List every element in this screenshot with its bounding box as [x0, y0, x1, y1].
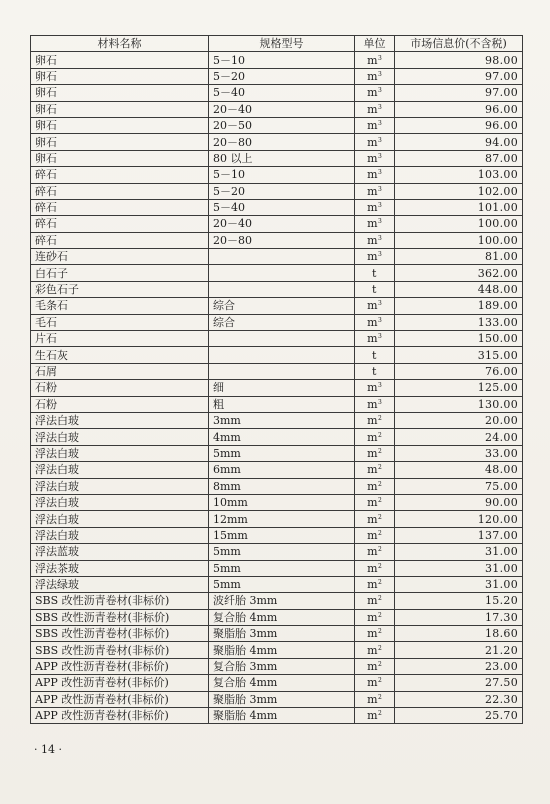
- table-row: [31, 576, 523, 592]
- unit-symbol: m: [367, 709, 378, 723]
- cell-unit: [355, 658, 395, 674]
- unit-symbol: m: [367, 512, 378, 526]
- cell-price: 94.00: [395, 134, 523, 150]
- cell-price: 98.00: [395, 52, 523, 68]
- table-row: [31, 429, 523, 445]
- cell-unit: [355, 101, 395, 117]
- unit-exponent: 2: [378, 513, 382, 521]
- cell-spec: 细: [209, 380, 355, 396]
- cell-price: 31.00: [395, 576, 523, 592]
- cell-spec: 5－20: [209, 68, 355, 84]
- cell-price: 133.00: [395, 314, 523, 330]
- cell-spec: 20－50: [209, 117, 355, 133]
- unit-exponent: 3: [378, 398, 382, 406]
- header-spec: 规格型号: [209, 36, 355, 52]
- cell-unit: [355, 265, 395, 281]
- table-row: [31, 544, 523, 560]
- unit-symbol: m: [367, 545, 378, 559]
- cell-material-name: 片石: [31, 331, 209, 347]
- cell-spec: 12mm: [209, 511, 355, 527]
- unit-exponent: 3: [378, 234, 382, 242]
- unit-symbol: m: [367, 86, 378, 100]
- unit-symbol: m: [367, 299, 378, 313]
- cell-spec: 聚脂胎 3mm: [209, 626, 355, 642]
- cell-spec: [209, 265, 355, 281]
- unit-exponent: 3: [378, 103, 382, 111]
- cell-price: 76.00: [395, 363, 523, 379]
- cell-price: 33.00: [395, 445, 523, 461]
- cell-material-name: APP 改性沥青卷材(非标价): [31, 691, 209, 707]
- cell-spec: 5－40: [209, 85, 355, 101]
- cell-spec: 5mm: [209, 576, 355, 592]
- unit-symbol: m: [367, 643, 378, 657]
- unit-exponent: 2: [378, 661, 382, 669]
- cell-unit: [355, 68, 395, 84]
- cell-price: 362.00: [395, 265, 523, 281]
- cell-spec: 8mm: [209, 478, 355, 494]
- cell-unit: [355, 363, 395, 379]
- cell-material-name: SBS 改性沥青卷材(非标价): [31, 609, 209, 625]
- cell-price: 96.00: [395, 101, 523, 117]
- cell-spec: 粗: [209, 396, 355, 412]
- unit-symbol: m: [367, 561, 378, 575]
- cell-spec: 复合胎 3mm: [209, 658, 355, 674]
- cell-price: 97.00: [395, 68, 523, 84]
- cell-material-name: 浮法白玻: [31, 445, 209, 461]
- cell-spec: 聚脂胎 3mm: [209, 691, 355, 707]
- table-row: [31, 412, 523, 428]
- unit-exponent: 2: [378, 464, 382, 472]
- unit-exponent: 2: [378, 480, 382, 488]
- cell-unit: [355, 412, 395, 428]
- cell-spec: 5mm: [209, 560, 355, 576]
- table-row: [31, 609, 523, 625]
- cell-spec: 20－40: [209, 101, 355, 117]
- table-row: [31, 396, 523, 412]
- table-row: [31, 331, 523, 347]
- cell-spec: 复合胎 4mm: [209, 609, 355, 625]
- table-row: [31, 167, 523, 183]
- cell-unit: [355, 314, 395, 330]
- unit-symbol: m: [367, 135, 378, 149]
- cell-spec: 综合: [209, 298, 355, 314]
- cell-material-name: 浮法白玻: [31, 429, 209, 445]
- cell-unit: [355, 544, 395, 560]
- cell-unit: [355, 331, 395, 347]
- unit-exponent: 3: [378, 202, 382, 210]
- unit-exponent: 2: [378, 611, 382, 619]
- cell-material-name: 浮法白玻: [31, 462, 209, 478]
- unit-exponent: 3: [378, 152, 382, 160]
- table-row: [31, 642, 523, 658]
- unit-exponent: 2: [378, 546, 382, 554]
- cell-price: 21.20: [395, 642, 523, 658]
- cell-unit: [355, 117, 395, 133]
- unit-exponent: 3: [378, 333, 382, 341]
- cell-price: 23.00: [395, 658, 523, 674]
- cell-unit: [355, 642, 395, 658]
- cell-material-name: 卵石: [31, 117, 209, 133]
- cell-spec: 5mm: [209, 544, 355, 560]
- cell-material-name: 碎石: [31, 183, 209, 199]
- header-unit: 单位: [355, 36, 395, 52]
- table-row: [31, 347, 523, 363]
- unit-symbol: m: [367, 578, 378, 592]
- unit-symbol: m: [367, 528, 378, 542]
- cell-price: 31.00: [395, 544, 523, 560]
- unit-symbol: m: [367, 332, 378, 346]
- unit-symbol: m: [367, 594, 378, 608]
- cell-spec: 20－40: [209, 216, 355, 232]
- cell-spec: 聚脂胎 4mm: [209, 708, 355, 724]
- table-row: [31, 494, 523, 510]
- cell-spec: [209, 331, 355, 347]
- table-row: [31, 68, 523, 84]
- cell-material-name: 卵石: [31, 150, 209, 166]
- cell-unit: [355, 298, 395, 314]
- cell-spec: 波纤胎 3mm: [209, 593, 355, 609]
- unit-exponent: 2: [378, 677, 382, 685]
- unit-symbol: m: [367, 69, 378, 83]
- cell-material-name: 毛条石: [31, 298, 209, 314]
- cell-spec: 聚脂胎 4mm: [209, 642, 355, 658]
- cell-spec: 20－80: [209, 232, 355, 248]
- unit-symbol: m: [367, 479, 378, 493]
- table-row: [31, 560, 523, 576]
- cell-price: 96.00: [395, 117, 523, 133]
- table-row: [31, 363, 523, 379]
- cell-material-name: APP 改性沥青卷材(非标价): [31, 658, 209, 674]
- cell-unit: [355, 691, 395, 707]
- cell-material-name: APP 改性沥青卷材(非标价): [31, 675, 209, 691]
- cell-spec: 5－10: [209, 167, 355, 183]
- unit-exponent: 3: [378, 54, 382, 62]
- cell-unit: [355, 150, 395, 166]
- cell-unit: [355, 429, 395, 445]
- cell-price: 22.30: [395, 691, 523, 707]
- table-header: [31, 36, 523, 52]
- cell-material-name: APP 改性沥青卷材(非标价): [31, 708, 209, 724]
- table-row: [31, 183, 523, 199]
- unit-symbol: m: [367, 627, 378, 641]
- cell-material-name: 碎石: [31, 232, 209, 248]
- cell-unit: [355, 52, 395, 68]
- cell-material-name: 碎石: [31, 216, 209, 232]
- cell-unit: [355, 380, 395, 396]
- unit-exponent: 2: [378, 644, 382, 652]
- cell-price: 448.00: [395, 281, 523, 297]
- unit-symbol: m: [367, 496, 378, 510]
- cell-price: 100.00: [395, 216, 523, 232]
- header-price: 市场信息价(不含税): [395, 36, 523, 52]
- cell-price: 24.00: [395, 429, 523, 445]
- unit-symbol: m: [367, 233, 378, 247]
- cell-price: 87.00: [395, 150, 523, 166]
- cell-unit: [355, 85, 395, 101]
- cell-unit: [355, 576, 395, 592]
- cell-material-name: SBS 改性沥青卷材(非标价): [31, 642, 209, 658]
- cell-spec: 80 以上: [209, 150, 355, 166]
- unit-exponent: 2: [378, 595, 382, 603]
- cell-material-name: 石粉: [31, 396, 209, 412]
- cell-price: 150.00: [395, 331, 523, 347]
- table-row: [31, 117, 523, 133]
- cell-material-name: 卵石: [31, 134, 209, 150]
- table-row: [31, 150, 523, 166]
- cell-unit: [355, 675, 395, 691]
- cell-spec: 5－20: [209, 183, 355, 199]
- cell-price: 31.00: [395, 560, 523, 576]
- cell-material-name: SBS 改性沥青卷材(非标价): [31, 626, 209, 642]
- cell-unit: [355, 511, 395, 527]
- cell-material-name: 浮法绿玻: [31, 576, 209, 592]
- page-number: · 14 ·: [34, 743, 62, 756]
- unit-symbol: m: [367, 463, 378, 477]
- unit-symbol: m: [367, 414, 378, 428]
- cell-unit: [355, 167, 395, 183]
- unit-symbol: m: [367, 217, 378, 231]
- table-row: [31, 52, 523, 68]
- cell-material-name: 白石子: [31, 265, 209, 281]
- table-row: [31, 298, 523, 314]
- unit-exponent: 3: [378, 251, 382, 259]
- cell-unit: [355, 708, 395, 724]
- cell-material-name: 浮法蓝玻: [31, 544, 209, 560]
- unit-symbol: m: [367, 610, 378, 624]
- cell-price: 102.00: [395, 183, 523, 199]
- cell-material-name: 连砂石: [31, 249, 209, 265]
- cell-unit: [355, 183, 395, 199]
- cell-price: 97.00: [395, 85, 523, 101]
- cell-price: 17.30: [395, 609, 523, 625]
- cell-material-name: 浮法茶玻: [31, 560, 209, 576]
- cell-unit: [355, 478, 395, 494]
- unit-symbol: m: [367, 315, 378, 329]
- unit-exponent: 3: [378, 169, 382, 177]
- table-row: [31, 691, 523, 707]
- table-row: [31, 314, 523, 330]
- cell-spec: 10mm: [209, 494, 355, 510]
- cell-spec: 5－10: [209, 52, 355, 68]
- cell-material-name: 生石灰: [31, 347, 209, 363]
- cell-unit: [355, 199, 395, 215]
- unit-symbol: m: [367, 397, 378, 411]
- cell-material-name: 彩色石子: [31, 281, 209, 297]
- cell-material-name: 浮法白玻: [31, 478, 209, 494]
- cell-price: 137.00: [395, 527, 523, 543]
- table-row: [31, 462, 523, 478]
- unit-symbol: m: [367, 250, 378, 264]
- table-row: [31, 101, 523, 117]
- unit-exponent: 2: [378, 710, 382, 718]
- cell-spec: [209, 249, 355, 265]
- unit-exponent: 2: [378, 529, 382, 537]
- table-row: [31, 527, 523, 543]
- unit-symbol: t: [372, 266, 377, 280]
- cell-spec: 6mm: [209, 462, 355, 478]
- unit-symbol: m: [367, 168, 378, 182]
- table-body: [31, 52, 523, 724]
- cell-material-name: 碎石: [31, 167, 209, 183]
- cell-unit: [355, 494, 395, 510]
- cell-spec: 5mm: [209, 445, 355, 461]
- cell-unit: [355, 396, 395, 412]
- cell-unit: [355, 527, 395, 543]
- cell-material-name: 浮法白玻: [31, 511, 209, 527]
- unit-exponent: 2: [378, 693, 382, 701]
- unit-exponent: 3: [378, 185, 382, 193]
- cell-material-name: 卵石: [31, 85, 209, 101]
- cell-unit: [355, 134, 395, 150]
- table-row: [31, 658, 523, 674]
- table-row: [31, 232, 523, 248]
- cell-price: 120.00: [395, 511, 523, 527]
- cell-material-name: 石粉: [31, 380, 209, 396]
- cell-material-name: 卵石: [31, 68, 209, 84]
- header-material-name: 材料名称: [31, 36, 209, 52]
- cell-price: 20.00: [395, 412, 523, 428]
- unit-symbol: m: [367, 119, 378, 133]
- unit-symbol: m: [367, 381, 378, 395]
- unit-symbol: m: [367, 692, 378, 706]
- cell-price: 25.70: [395, 708, 523, 724]
- cell-price: 189.00: [395, 298, 523, 314]
- table-row: [31, 265, 523, 281]
- cell-spec: 5－40: [209, 199, 355, 215]
- unit-symbol: t: [372, 283, 377, 297]
- table-row: [31, 708, 523, 724]
- table-row: [31, 478, 523, 494]
- unit-symbol: m: [367, 201, 378, 215]
- header-row: [31, 36, 523, 52]
- unit-symbol: m: [367, 676, 378, 690]
- unit-exponent: 2: [378, 431, 382, 439]
- cell-material-name: 浮法白玻: [31, 527, 209, 543]
- price-table: [30, 35, 523, 724]
- cell-price: 75.00: [395, 478, 523, 494]
- cell-material-name: 浮法白玻: [31, 494, 209, 510]
- cell-material-name: 卵石: [31, 52, 209, 68]
- unit-symbol: t: [372, 365, 377, 378]
- unit-symbol: m: [367, 184, 378, 198]
- unit-exponent: 2: [378, 497, 382, 505]
- unit-symbol: m: [367, 660, 378, 674]
- cell-material-name: 浮法白玻: [31, 412, 209, 428]
- cell-price: 100.00: [395, 232, 523, 248]
- unit-exponent: 2: [378, 447, 382, 455]
- unit-exponent: 3: [378, 136, 382, 144]
- cell-spec: 综合: [209, 314, 355, 330]
- cell-price: 315.00: [395, 347, 523, 363]
- cell-unit: [355, 216, 395, 232]
- cell-unit: [355, 249, 395, 265]
- unit-exponent: 3: [378, 300, 382, 308]
- cell-material-name: 石屑: [31, 363, 209, 379]
- unit-symbol: m: [367, 446, 378, 460]
- cell-price: 48.00: [395, 462, 523, 478]
- cell-spec: 3mm: [209, 412, 355, 428]
- cell-unit: [355, 347, 395, 363]
- unit-exponent: 2: [378, 579, 382, 587]
- table-row: [31, 593, 523, 609]
- unit-exponent: 2: [378, 562, 382, 570]
- cell-unit: [355, 593, 395, 609]
- cell-spec: 15mm: [209, 527, 355, 543]
- cell-price: 27.50: [395, 675, 523, 691]
- unit-exponent: 3: [378, 120, 382, 128]
- unit-exponent: 3: [378, 316, 382, 324]
- cell-material-name: 卵石: [31, 101, 209, 117]
- unit-symbol: m: [367, 151, 378, 165]
- cell-price: 18.60: [395, 626, 523, 642]
- unit-exponent: 3: [378, 218, 382, 226]
- unit-exponent: 3: [378, 70, 382, 78]
- cell-spec: [209, 281, 355, 297]
- cell-unit: [355, 462, 395, 478]
- table-row: [31, 216, 523, 232]
- cell-price: 81.00: [395, 249, 523, 265]
- table-row: [31, 626, 523, 642]
- table-row: [31, 281, 523, 297]
- table-row: [31, 85, 523, 101]
- cell-unit: [355, 560, 395, 576]
- cell-price: 130.00: [395, 396, 523, 412]
- unit-exponent: 2: [378, 415, 382, 423]
- table-row: [31, 134, 523, 150]
- table-row: [31, 249, 523, 265]
- table-row: [31, 445, 523, 461]
- cell-unit: [355, 609, 395, 625]
- unit-exponent: 3: [378, 87, 382, 95]
- table-row: [31, 675, 523, 691]
- cell-price: 15.20: [395, 593, 523, 609]
- unit-symbol: t: [372, 348, 377, 362]
- unit-exponent: 3: [378, 382, 382, 390]
- cell-price: 90.00: [395, 494, 523, 510]
- unit-exponent: 2: [378, 628, 382, 636]
- cell-unit: [355, 281, 395, 297]
- table-row: [31, 511, 523, 527]
- cell-spec: 20－80: [209, 134, 355, 150]
- cell-price: 125.00: [395, 380, 523, 396]
- cell-spec: [209, 363, 355, 379]
- cell-price: 101.00: [395, 199, 523, 215]
- cell-material-name: 毛石: [31, 314, 209, 330]
- cell-unit: [355, 445, 395, 461]
- cell-material-name: 碎石: [31, 199, 209, 215]
- table-row: [31, 380, 523, 396]
- cell-spec: [209, 347, 355, 363]
- unit-symbol: m: [367, 53, 378, 67]
- unit-symbol: m: [367, 102, 378, 116]
- cell-unit: [355, 232, 395, 248]
- cell-spec: 复合胎 4mm: [209, 675, 355, 691]
- unit-symbol: m: [367, 430, 378, 444]
- cell-unit: [355, 626, 395, 642]
- cell-spec: 4mm: [209, 429, 355, 445]
- cell-price: 103.00: [395, 167, 523, 183]
- cell-material-name: SBS 改性沥青卷材(非标价): [31, 593, 209, 609]
- table-row: [31, 199, 523, 215]
